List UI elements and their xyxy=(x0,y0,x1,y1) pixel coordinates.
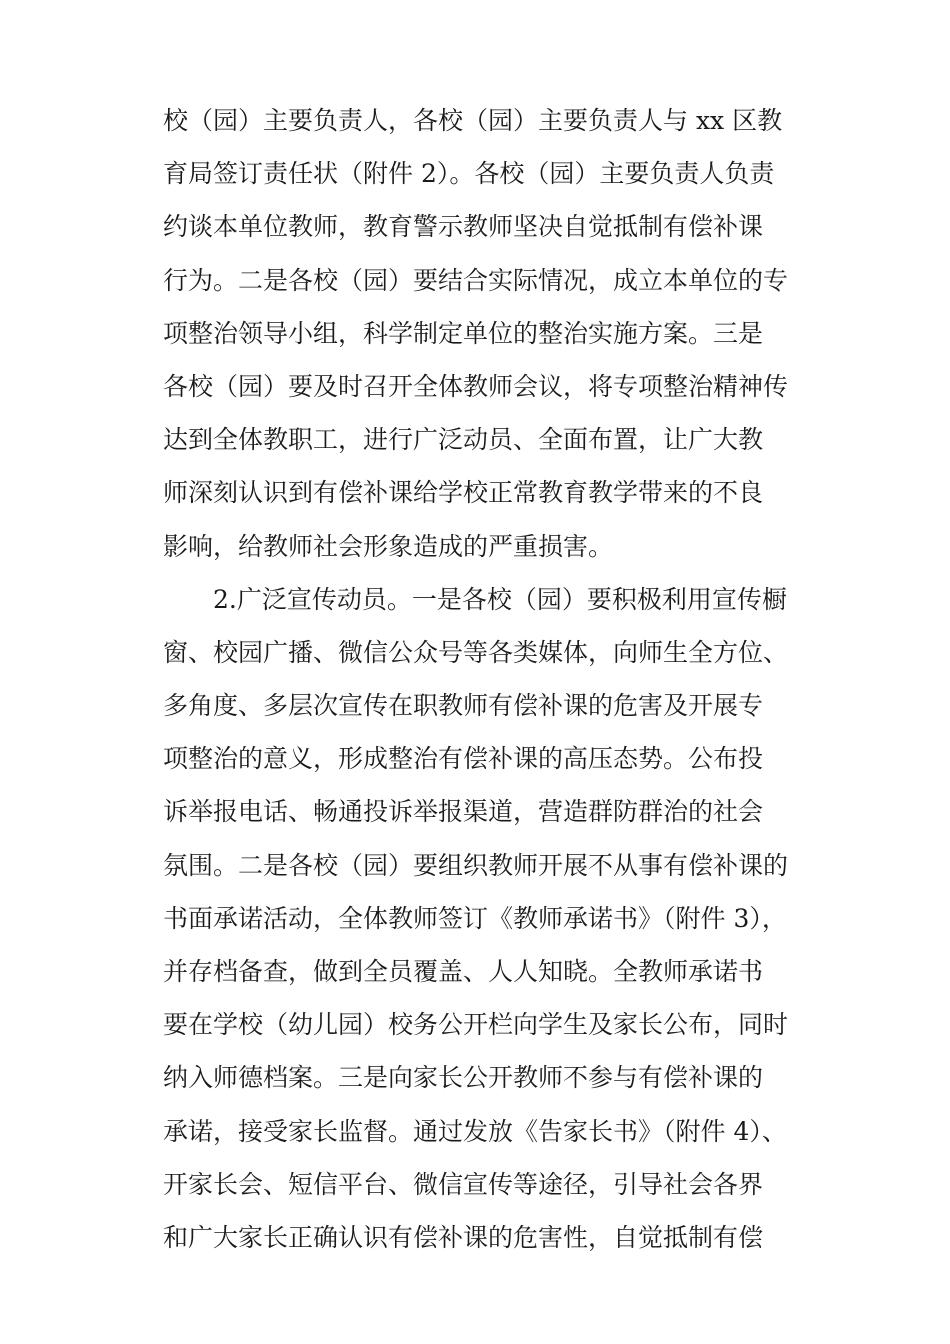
text-line: 各校（园）要及时召开全体教师会议，将专项整治精神传 xyxy=(163,371,789,401)
text-line: 多角度、多层次宣传在职教师有偿补课的危害及开展专 xyxy=(163,691,764,721)
text-line: 纳入师德档案。三是向家长公开教师不参与有偿补课的 xyxy=(163,1063,764,1093)
text-line: 育局签订责任状（附件 2）。各校（园）主要负责人负责 xyxy=(163,159,775,189)
text-line: 师深刻认识到有偿补课给学校正常教育教学带来的不良 xyxy=(163,478,764,508)
text-line: 影响，给教师社会形象造成的严重损害。 xyxy=(163,531,614,561)
text-line: 项整治领导小组，科学制定单位的整治实施方案。三是 xyxy=(163,318,764,348)
text-line: 达到全体教职工，进行广泛动员、全面布置，让广大教 xyxy=(163,425,764,455)
text-line: 氛围。二是各校（园）要组织教师开展不从事有偿补课的 xyxy=(163,850,789,880)
text-line: 和广大家长正确认识有偿补课的危害性，自觉抵制有偿 xyxy=(163,1222,764,1252)
text-line: 窗、校园广播、微信公众号等各类媒体，向师生全方位、 xyxy=(163,637,789,667)
text-line: 校（园）主要负责人，各校（园）主要负责人与 xx 区教 xyxy=(163,106,783,135)
text-line: 书面承诺活动，全体教师签订《教师承诺书》（附件 3）， xyxy=(163,903,787,933)
text-line: 项整治的意义，形成整治有偿补课的高压态势。公布投 xyxy=(163,744,764,774)
document-body xyxy=(163,94,803,1264)
text-line: 并存档备查，做到全员覆盖、人人知晓。全教师承诺书 xyxy=(163,957,764,986)
text-line: 行为。二是各校（园）要结合实际情况，成立本单位的专 xyxy=(163,265,789,295)
text-line: 要在学校（幼儿园）校务公开栏向学生及家长公布，同时 xyxy=(163,1010,789,1040)
text-line: 诉举报电话、畅通投诉举报渠道，营造群防群治的社会 xyxy=(163,797,764,827)
text-line: 开家长会、短信平台、微信宣传等途径，引导社会各界 xyxy=(163,1169,764,1199)
paragraph-heading-line: 2.广泛宣传动员。一是各校（园）要积极利用宣传橱 xyxy=(213,584,787,614)
text-line: 承诺，接受家长监督。通过发放《告家长书》（附件 4）、 xyxy=(163,1116,787,1146)
text-line: 约谈本单位教师，教育警示教师坚决自觉抵制有偿补课 xyxy=(163,212,764,242)
